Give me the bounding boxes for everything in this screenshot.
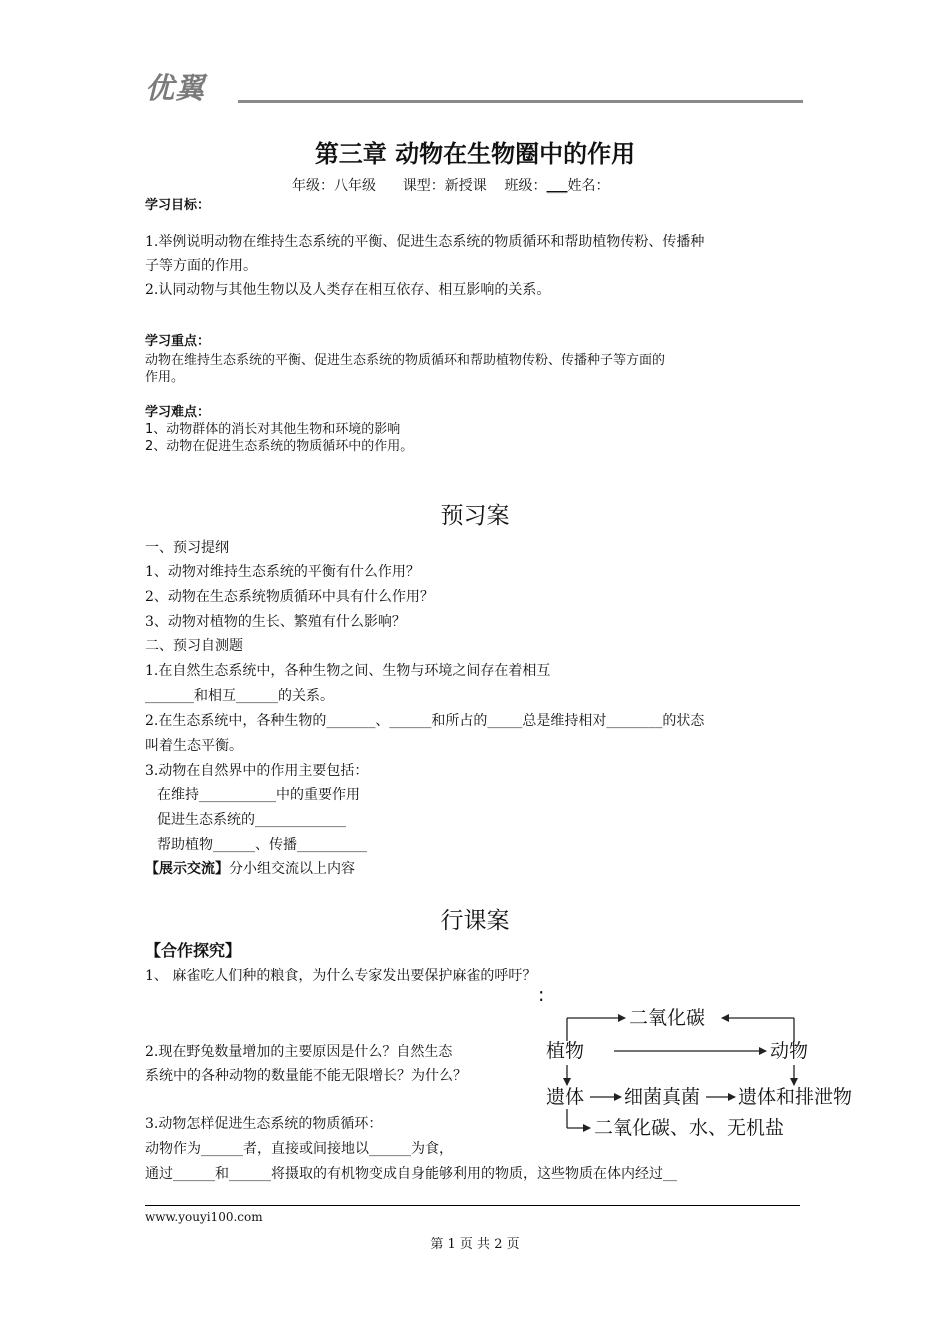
name-label: 姓名： [567,178,610,194]
decomposers-label: 细菌真菌 [624,1086,701,1108]
selftest-3-c: 帮助植物______、传播__________ [157,837,367,853]
course-type: 课型：新授课 [402,178,487,194]
lesson-heading: 行课案 [440,908,510,934]
objective-2: 2.认同动物与其他生物以及人类存在相互依存、相互影响的关系。 [145,282,551,298]
material-cycle-diagram [530,984,860,1153]
plant-label: 植物 [546,1040,585,1062]
objective-1-line2: 子等方面的作用。 [145,258,257,274]
difficulty-2: 2、动物在促进生态系统的物质循环中的作用。 [145,439,414,454]
selftest-2-line1: 2.在生态系统中，各种生物的_______、______和所占的_____总是维持相对________的状态 [145,713,705,729]
lesson-question-2-line1: 2.现在野兔数量增加的主要原因是什么？自然生态 [145,1044,453,1060]
preview-question-2: 2、动物在生态系统物质循环中具有什么作用？ [145,589,434,605]
lesson-question-1: 1、 麻雀吃人们种的粮食，为什么专家发出要保护麻雀的呼吁？ [145,968,537,984]
lesson-question-3-line1: 3.动物怎样促进生态系统的物质循环： [145,1116,383,1132]
co2-bottom-label: 二氧化碳、水、无机盐 [594,1117,785,1139]
selftest-3-b: 促进生态系统的_____________ [157,812,346,828]
page-title: 第三章 动物在生物圈中的作用 [314,140,636,168]
selftest-3-line1: 3.动物在自然界中的作用主要包括： [145,763,369,779]
header-rule [238,100,803,103]
preview-heading: 预习案 [440,503,510,529]
page-number: 第 1 页 共 2 页 [430,1237,520,1252]
selftest-3-a: 在维持___________中的重要作用 [157,787,360,803]
exchange-line [145,858,355,878]
course-info [292,175,610,195]
selftest-1-line2: _______和相互______的关系。 [145,688,334,704]
exchange-text: 分小组交流以上内容 [229,861,355,877]
brand-logo: 优翼 [145,71,206,105]
key-points-line2: 作用。 [145,370,185,385]
grade: 年级：八年级 [292,178,376,194]
co2-top-label: 二氧化碳 [629,1007,706,1029]
objective-1-line1: 1.举例说明动物在维持生态系统的平衡、促进生态系统的物质循环和帮助植物传粉、传播种 [145,234,705,250]
diagram-dot: : [538,984,545,1006]
lesson-question-3-line2: 动物作为______者，直接或间接地以______为食， [145,1141,453,1157]
selftest-1-line1: 1.在自然生态系统中，各种生物之间、生物与环境之间存在着相互 [145,663,551,679]
animal-label: 动物 [770,1040,809,1062]
selftest-2-line2: 叫着生态平衡。 [145,738,243,754]
remains-waste-label: 遗体和排泄物 [738,1086,853,1108]
difficulties-heading: 学习难点： [145,405,211,420]
exchange-label: 【展示交流】 [145,861,229,877]
key-points-line1: 动物在维持生态系统的平衡、促进生态系统的物质循环和帮助植物传粉、传播种子等方面的 [145,353,666,368]
preview-question-3: 3、动物对植物的生长、繁殖有什么影响？ [145,614,406,630]
cooperation-label: 【合作探究】 [145,941,242,960]
lesson-question-3-line3: 通过______和______将摄取的有机物变成自身能够利用的物质，这些物质在体内经过__ [145,1166,677,1182]
selftest-title: 二、预习自测题 [145,638,243,654]
class-blank: ___ [546,178,568,194]
objectives-heading: 学习目标： [145,198,211,213]
class-label: 班级： [504,178,547,194]
difficulty-1: 1、动物群体的消长对其他生物和环境的影响 [145,422,401,437]
preview-question-1: 1、动物对维持生态系统的平衡有什么作用？ [145,564,420,580]
preview-outline-title: 一、预习提纲 [145,540,229,556]
key-points-heading: 学习重点： [145,334,211,349]
footer-url: www.youyi100.com [145,1210,263,1224]
lesson-question-2-line2: 系统中的各种动物的数量能不能无限增长？为什么？ [145,1068,467,1084]
footer-rule [145,1205,800,1206]
remains-label: 遗体 [546,1086,585,1108]
